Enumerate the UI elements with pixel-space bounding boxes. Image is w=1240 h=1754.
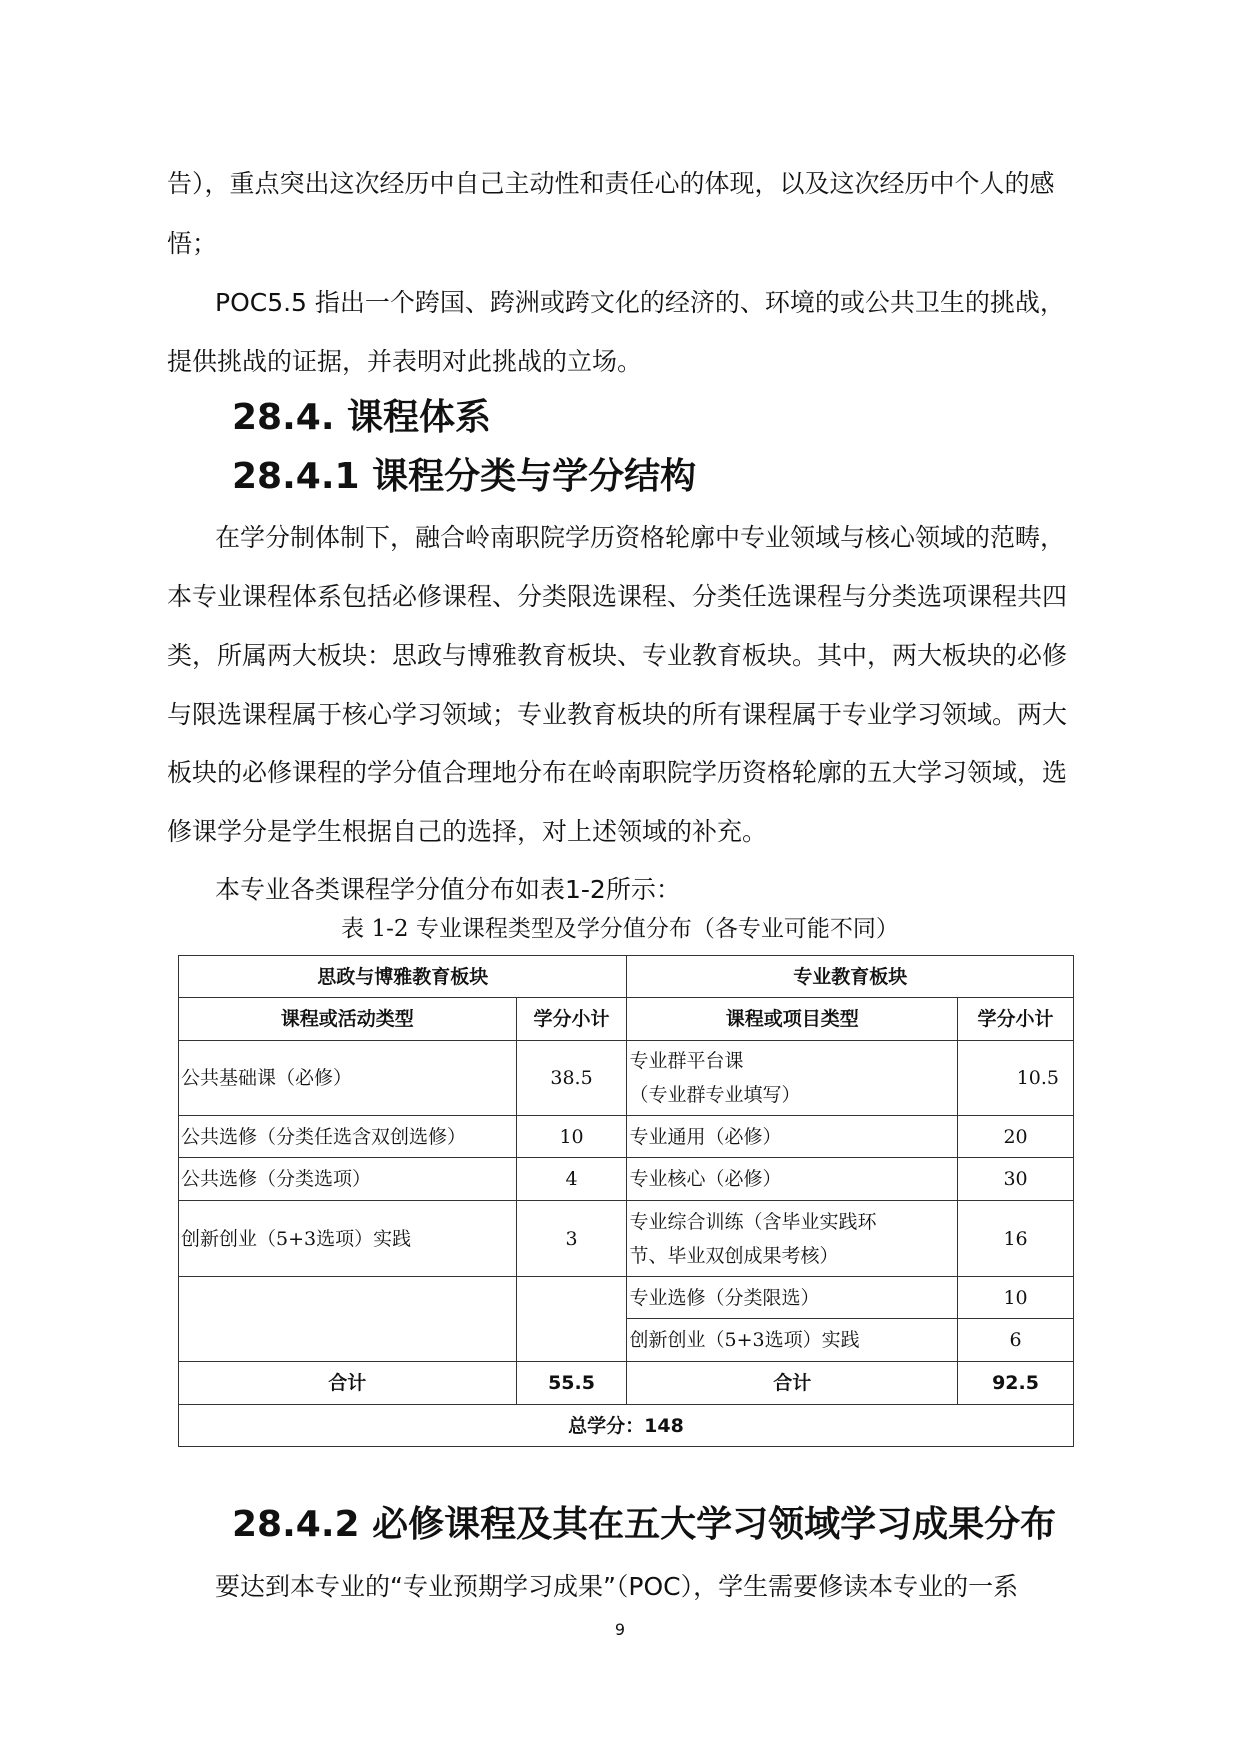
credits: 6 <box>958 1319 1074 1362</box>
course-type: 创新创业（5+3选项）实践 <box>627 1319 958 1362</box>
total-label: 合计 <box>179 1362 517 1405</box>
column-header: 学分小计 <box>958 998 1074 1041</box>
credits: 38.5 <box>516 1041 627 1116</box>
column-header: 学分小计 <box>516 998 627 1041</box>
page-number: 9 <box>614 1620 626 1639</box>
right-total: 92.5 <box>958 1362 1074 1405</box>
credits: 20 <box>958 1116 1074 1158</box>
course-type: 专业选修（分类限选） <box>627 1277 958 1319</box>
table-row <box>179 1041 1074 1116</box>
credits: 10 <box>516 1116 627 1158</box>
total-label: 合计 <box>627 1362 958 1405</box>
table-row <box>179 1116 1074 1158</box>
course-type: 创新创业（5+3选项）实践 <box>179 1201 517 1277</box>
left-block-header: 思政与博雅教育板块 <box>179 956 627 998</box>
credits: 30 <box>958 1158 1074 1201</box>
section-heading: 28.4. 课程体系 <box>232 397 492 438</box>
table-row <box>179 1201 1074 1277</box>
course-type-line: （专业群专业填写） <box>629 1084 801 1106</box>
body-text: POC5.5 指出一个跨国、跨洲或跨文化的经济的、环境的或公共卫生的挑战， <box>215 288 1065 317</box>
left-total: 55.5 <box>516 1362 627 1405</box>
credits: 4 <box>516 1158 627 1201</box>
credits: 16 <box>958 1201 1074 1277</box>
credits: 3 <box>516 1201 627 1277</box>
course-type: 公共选修（分类选项） <box>179 1158 517 1201</box>
credits: 10.5 <box>958 1041 1074 1116</box>
column-header: 课程或活动类型 <box>179 998 517 1041</box>
right-block-header: 专业教育板块 <box>627 956 1074 998</box>
empty-cell <box>179 1277 517 1362</box>
course-type <box>627 1041 958 1116</box>
course-type-line: 专业综合训练（含毕业实践环 <box>629 1210 877 1233</box>
column-header: 课程或项目类型 <box>627 998 958 1041</box>
empty-cell <box>516 1277 627 1362</box>
body-text: 板块的必修课程的学分值合理地分布在岭南职院学历资格轮廓的五大学习领域，选 <box>167 758 1068 787</box>
credit-distribution-table <box>178 955 1074 1447</box>
course-type: 公共基础课（必修） <box>179 1041 517 1116</box>
course-type-line: 节、毕业双创成果考核） <box>629 1244 839 1267</box>
body-text: 悟； <box>167 229 218 258</box>
body-text: 类，所属两大板块：思政与博雅教育板块、专业教育板块。其中，两大板块的必修 <box>167 641 1068 670</box>
total-row <box>179 1362 1074 1405</box>
body-text: 告），重点突出这次经历中自己主动性和责任心的体现，以及这次经历中个人的感 <box>167 169 1055 198</box>
credits: 10 <box>958 1277 1074 1319</box>
body-text: 在学分制体制下，融合岭南职院学历资格轮廓中专业领域与核心领域的范畴， <box>215 523 1066 552</box>
course-type: 专业核心（必修） <box>627 1158 958 1201</box>
table-row <box>179 1158 1074 1201</box>
table-caption: 表 1-2 专业课程类型及学分值分布（各专业可能不同） <box>341 916 899 942</box>
table-row <box>179 1277 1074 1319</box>
body-text: 修课学分是学生根据自己的选择，对上述领域的补充。 <box>167 817 768 846</box>
course-type: 专业通用（必修） <box>627 1116 958 1158</box>
course-type: 公共选修（分类任选含双创选修） <box>179 1116 517 1158</box>
body-text: 本专业各类课程学分值分布如表1-2所示： <box>215 875 681 904</box>
subsection-heading: 28.4.2 必修课程及其在五大学习领域学习成果分布 <box>232 1504 1057 1545</box>
body-text: 要达到本专业的“专业预期学习成果”（POC），学生需要修读本专业的一系 <box>215 1572 1019 1601</box>
course-type <box>627 1201 958 1277</box>
subsection-heading: 28.4.1 课程分类与学分结构 <box>232 456 697 497</box>
course-type-line: 专业群平台课 <box>629 1050 744 1072</box>
body-text: 提供挑战的证据，并表明对此挑战的立场。 <box>167 347 643 376</box>
body-text: 与限选课程属于核心学习领域；专业教育板块的所有课程属于专业学习领域。两大 <box>167 700 1068 729</box>
grand-total: 总学分：148 <box>179 1405 1074 1447</box>
body-text: 本专业课程体系包括必修课程、分类限选课程、分类任选课程与分类选项课程共四 <box>167 582 1068 611</box>
